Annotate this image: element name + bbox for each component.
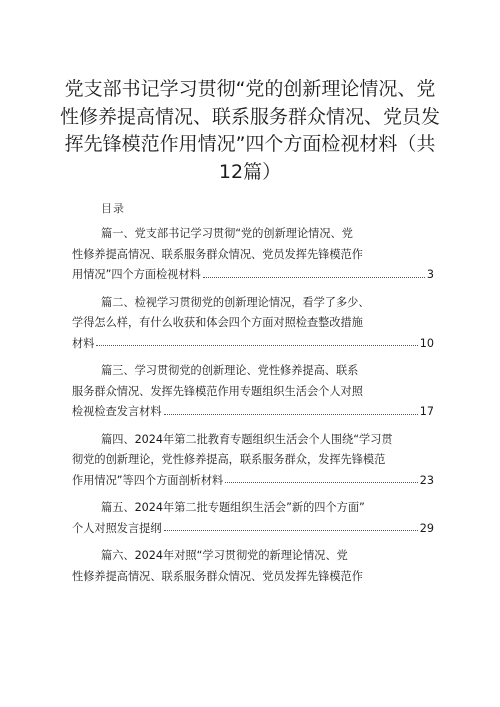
toc-leader-dots: [225, 481, 418, 483]
toc-entry-line: 学得怎么样，有什么收获和体会四个方面对照检查整改措施: [72, 316, 363, 329]
toc-entry-tail-text: 作用情况”等四个方面剖析材料: [72, 473, 224, 487]
toc-page-number: 17: [419, 405, 434, 418]
toc-entry-last-line: [72, 265, 434, 286]
toc-page-number: 29: [419, 521, 434, 535]
toc-entry-tail-text: 材料: [72, 336, 95, 350]
toc-entry[interactable]: [72, 498, 434, 539]
toc-entry[interactable]: [72, 224, 434, 286]
toc-entry-line: 篇三、学习贯彻党的创新理论、党性修养提高、联系: [101, 364, 359, 377]
toc-leader-dots: [164, 413, 418, 415]
toc-leader-dots: [96, 344, 417, 346]
toc-page-number: 10: [419, 336, 434, 350]
toc-entry-last-line: [72, 471, 434, 492]
toc-entry[interactable]: [72, 430, 434, 492]
toc-entry-line: 彻党的创新理论，党性修养提高，联系服务群众，发挥先锋模范: [72, 453, 386, 466]
toc-heading: 目录: [101, 202, 125, 215]
toc-entry-last-line: [72, 334, 434, 355]
toc-page-number: 3: [426, 268, 434, 281]
toc-entry[interactable]: [72, 293, 434, 355]
toc-entry-last-line: [72, 402, 434, 423]
toc-entry-line: 篇一、党支部书记学习贯彻“党的创新理论情况、党: [101, 227, 353, 240]
toc-entry-line: 篇五、2024年第二批专题组织生活会”新的四个方面”: [101, 501, 365, 514]
toc-entry[interactable]: [72, 361, 434, 423]
document-title: 党支部书记学习贯彻“党的创新理论情况、党性修养提高情况、联系服务群众情况、党员发挥先锋模范作用情况”四个方面检视材料（共12篇）: [60, 78, 441, 183]
toc-page-number: 23: [419, 473, 434, 487]
toc-entry-line: 性修养提高情况、联系服务群众情况、党员发挥先锋模范作: [72, 247, 363, 261]
table-of-contents: [72, 224, 434, 594]
toc-entry-last-line: [72, 519, 434, 540]
toc-entry-line: 篇四、2024年第二批教育专题组织生活会个人围绕“学习贯: [101, 432, 393, 446]
toc-leader-dots: [203, 276, 425, 278]
toc-entry-line: 篇六、2024年对照“学习贯彻党的新理论情况、党: [101, 549, 348, 562]
toc-leader-dots: [164, 529, 418, 531]
toc-entry[interactable]: [72, 546, 434, 587]
toc-entry-tail-text: 检视检查发言材料: [72, 405, 162, 418]
toc-entry-line: 服务群众情况、发挥先锋模范作用专题组织生活会个人对照: [72, 384, 363, 398]
toc-entry-line: 性修养提高情况、联系服务群众情况、党员发挥先锋模范作: [72, 569, 363, 583]
toc-entry-tail-text: 用情况”四个方面检视材料: [72, 268, 201, 281]
toc-entry-line: 篇二、检视学习贯彻党的创新理论情况，看学了多少、: [101, 295, 370, 309]
toc-entry-tail-text: 个人对照发言提纲: [72, 521, 162, 535]
